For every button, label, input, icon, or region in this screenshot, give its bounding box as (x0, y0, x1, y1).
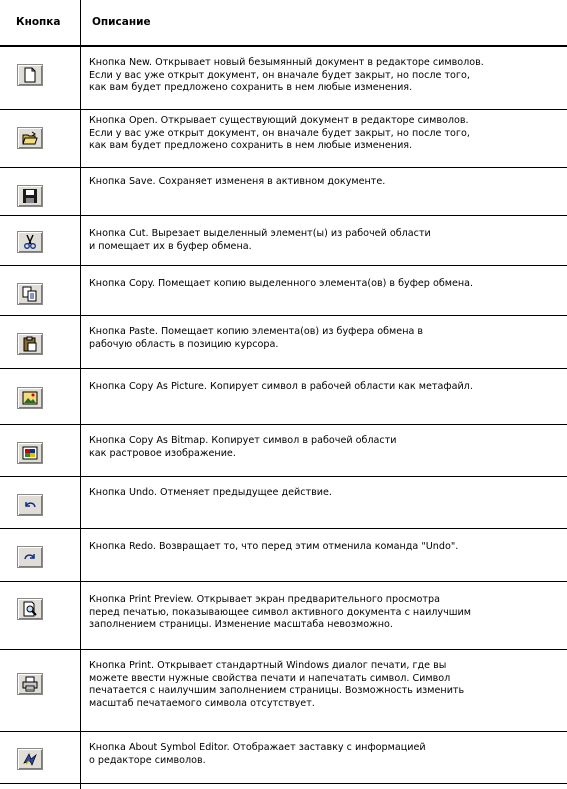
header-button-column: Кнопка (16, 16, 61, 28)
table-row (0, 369, 567, 425)
printer-icon (17, 673, 45, 697)
table-row (0, 266, 567, 316)
bitmap-icon (17, 442, 45, 466)
description-text: Кнопка New. Открывает новый безымянный документ в редакторе символов. Если у вас уже открыт документ, он вначале будет закрыт, но после того, как вам будет предложено сохранить в нем любые изменения. (89, 57, 484, 94)
table-row (0, 110, 567, 168)
table-row (0, 477, 567, 529)
picture-icon (17, 387, 45, 411)
about-icon (17, 748, 45, 772)
print-preview-magnifier-icon (17, 598, 45, 622)
table-row (0, 316, 567, 369)
table-row (0, 425, 567, 477)
table-row (0, 168, 567, 216)
save-disk-icon (17, 185, 45, 209)
description-text: Кнопка Copy. Помещает копию выделенного элемента(ов) в буфер обмена. (89, 278, 474, 289)
description-text: Кнопка Open. Открывает существующий документ в редакторе символов. Если у вас уже открыт документ, он вначале будет закрыт, но после того, как вам будет предложено сохранить в нем любые изменения. (89, 115, 470, 152)
table-row (0, 47, 567, 110)
copy-icon (17, 283, 45, 307)
undo-arrow-icon (17, 494, 45, 518)
table-row (0, 732, 567, 784)
description-text: Кнопка About Symbol Editor. Отображает заставку с информацией о редакторе символов. (89, 742, 426, 766)
description-text: Кнопка Save. Сохраняет измененя в активном документе. (89, 176, 386, 187)
paste-clipboard-icon (17, 333, 45, 357)
description-text: Кнопка Copy As Picture. Копирует символ в рабочей области как метафайл. (89, 381, 473, 392)
description-text: Кнопка Paste. Помещает копию элемента(ов) из буфера обмена в рабочую область в позицию курсора. (89, 326, 424, 350)
column-divider (80, 0, 81, 789)
description-text: Кнопка Copy As Bitmap. Копирует символ в рабочей области как растровое изображение. (89, 435, 397, 459)
new-document-icon (17, 64, 45, 88)
table-row (0, 216, 567, 266)
description-text: Кнопка Print Preview. Открывает экран предварительного просмотра перед печатью, показывающее символ активного документа с наилучшим заполнением страницы. Изменение масштаба невозможно. (89, 594, 472, 631)
header-description-column: Описание (92, 16, 151, 28)
redo-arrow-icon (17, 546, 45, 570)
scissors-icon (17, 231, 45, 255)
open-folder-icon (17, 127, 45, 151)
table-row (0, 529, 567, 582)
description-text: Кнопка Undo. Отменяет предыдущее действие. (89, 487, 332, 498)
description-text: Кнопка Redo. Возвращает то, что перед этим отменила команда "Undo". (89, 541, 459, 552)
description-text: Кнопка Cut. Вырезает выделенный элемент(ы) из рабочей области и помещает их в буфер обмена. (89, 228, 431, 252)
table-row (0, 582, 567, 650)
table-header (0, 0, 567, 47)
description-text: Кнопка Print. Открывает стандартный Windows диалог печати, где вы можете ввести нужные свойства печати и напечатать символ. Символ печатается с наилучшим заполнением страницы. Возможность изменить масштаб печатаемого символа отсутствует. (89, 660, 465, 709)
table-row (0, 650, 567, 732)
